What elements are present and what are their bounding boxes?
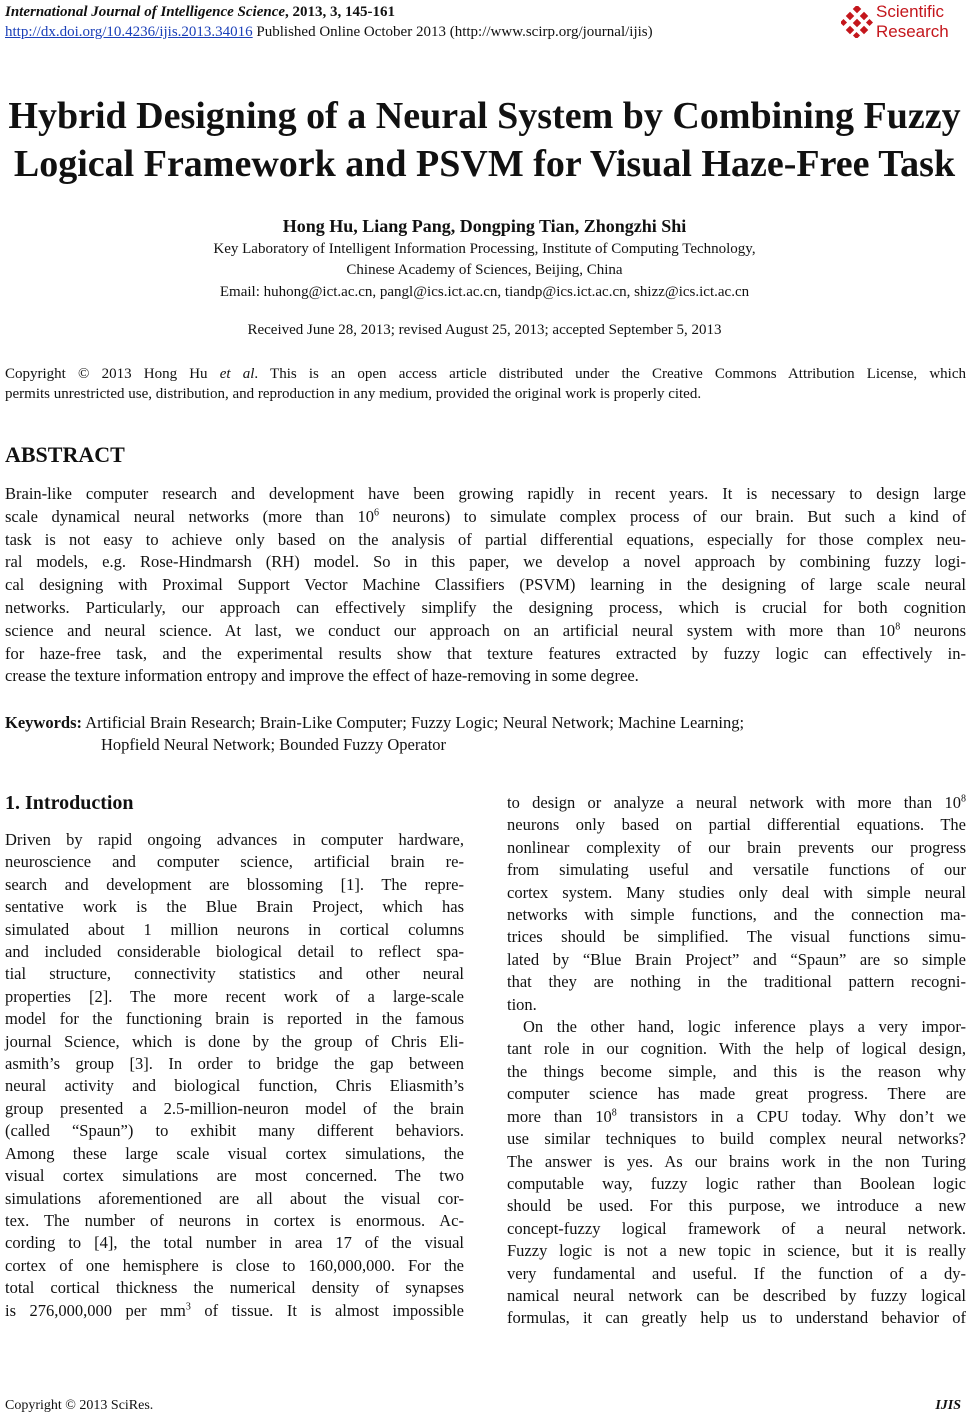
publication-info: Published Online October 2013 (http://www.scirp.org/journal/ijis) bbox=[252, 24, 653, 40]
authors: Hong Hu, Liang Pang, Dongping Tian, Zhongzhi Shi bbox=[282, 216, 687, 236]
publisher-logo bbox=[841, 2, 966, 44]
logo-icon bbox=[841, 6, 873, 38]
keywords-label: Keywords: bbox=[5, 713, 82, 732]
paper-title: Hybrid Designing of a Neural System by Combining Fuzzy Logical Framework and PSVM for Visual Haze-Free Task bbox=[8, 95, 961, 185]
copyright-notice: Copyright © 2013 Hong Hu et al. This is an open access article distributed under the Creative Commons Attribution License, which permits unrestricted use, distribution, and reproduction in any medium, provided the original work is properly cited. bbox=[5, 366, 966, 402]
abstract-heading: ABSTRACT bbox=[5, 442, 125, 467]
affiliation: Key Laboratory of Intelligent Information Processing, Institute of Computing Technology, Chinese Academy of Sciences, Beijing, China Email: huhong@ict.ac.cn, pangl@ics.ict.ac.cn, tiandp@ics.ict.ac.cn, shizz@ics.ict.ac.cn bbox=[0, 239, 969, 303]
doi-link[interactable]: http://dx.doi.org/10.4236/ijis.2013.34016 bbox=[5, 24, 253, 40]
footer-journal-abbr: IJIS bbox=[935, 1398, 961, 1413]
keywords: Keywords: Artificial Brain Research; Brain-Like Computer; Fuzzy Logic; Neural Network; Machine Learning; Hopfield Neural Network; Bounded Fuzzy Operator bbox=[5, 713, 745, 754]
footer-copyright: Copyright © 2013 SciRes. bbox=[5, 1398, 154, 1413]
received-dates: Received June 28, 2013; revised August 25, 2013; accepted September 5, 2013 bbox=[247, 322, 722, 338]
abstract-body: Brain-like computer research and development have been growing rapidly in recent years. It is necessary to design large scale dynamical neural networks (more than $10^6$ neurons) to simulate complex process of our brain. But such a kind of task is not easy to achieve only based on the analysis of partial differential equations, especially for those complex neu- ral models, e.g. Rose-Hindmarsh (RH) model. So in this paper, we develop a novel approach by combining fuzzy logi- cal designing with Proximal Support Vector Machine Classifiers (PSVM) learning in the designing of large scale neural networks. Particularly, our approach can effectively simplify the designing process, which is crucial for both cognition science and neural science. At last, we conduct our approach on an artificial neural system with more than $10^8$ neurons for haze-free task, and the experimental results show that texture features extracted by fuzzy logic can effectively in- crease the texture information entropy and improve the effect of haze-removing in some degree. bbox=[5, 484, 967, 686]
logo-text: Scientific Research bbox=[876, 2, 949, 41]
introduction-heading: 1. Introduction bbox=[5, 792, 134, 814]
journal-name: International Journal of Intelligence Science bbox=[5, 4, 286, 20]
intro-column-left: Driven by rapid ongoing advances in computer hardware, neuroscience and computer science, artificial brain re- search and development are blossoming [1]. The repre- sentative work is the Blue Brain Project, which has simulated about 1 million neurons in cortical columns and included considerable biological detail to reflect spa- tial structure, connectivity statistics and other neural properties [2]. The more recent work of a large-scale model for the functioning brain is reported in the famous journal Science, which is done by the group of Chris Eli- asmith’s group [3]. In order to bridge the gap between neural activity and biological function, Chris Eliasmith’s group presented a 2.5-million-neuron model of the brain (called “Spaun”) to exhibit many different behaviors. Among these large scale visual cortex simulations, the visual cortex simulations are most concerned. The two simulations aforementioned are all about the visual cor- tex. The number of neurons in cortex is enormous. Ac- cording to [4], the total number in area 17 of the visual cortex of one hemisphere is close to 160,000,000. For the total cortical thickness the numerical density of synapses is 276,000,000 per $mm^3$ of tissue. It is almost impossible bbox=[5, 830, 464, 1320]
journal-volume: , 2013, 3, 145-161 bbox=[285, 4, 396, 20]
intro-column-right: to design or analyze a neural network with more than $10^8$ neurons only based on partial differential equations. The nonlinear complexity of our brain prevents our progress from simulating useful and versatile functions of our cortex system. Many studies only deal with simple neural networks with simple functions, and the connection ma- trices should be simplified. The visual functions simu- lated by “Blue Brain Project” and “Spaun” are so simple that they are nothing in the traditional pattern recogni- tion. On the other hand, logic inference plays a very impor- tant role in our cognition. With the help of logical design, the things become simple, and this is the reason why computer science has made great progress. There are more than $10^8$ transistors in a CPU today. Why don’t we use similar techniques to build complex neural networks? The answer is yes. As our brains work in the non Turing computable way, fuzzy logic rather than Boolean logic should be used. For this purpose, we introduce a new concept-fuzzy logical framework of a neural network. Fuzzy logic is not a new topic in science, but it is really very fundamental and useful. If the function of a dy- namical neural network can be described by fuzzy logical formulas, it can greatly help us to understand behavior of bbox=[507, 793, 966, 1328]
journal-header bbox=[5, 2, 653, 42]
email-line: Email: huhong@ict.ac.cn, pangl@ics.ict.ac.cn, tiandp@ics.ict.ac.cn, shizz@ics.ict.ac.cn bbox=[219, 284, 750, 300]
